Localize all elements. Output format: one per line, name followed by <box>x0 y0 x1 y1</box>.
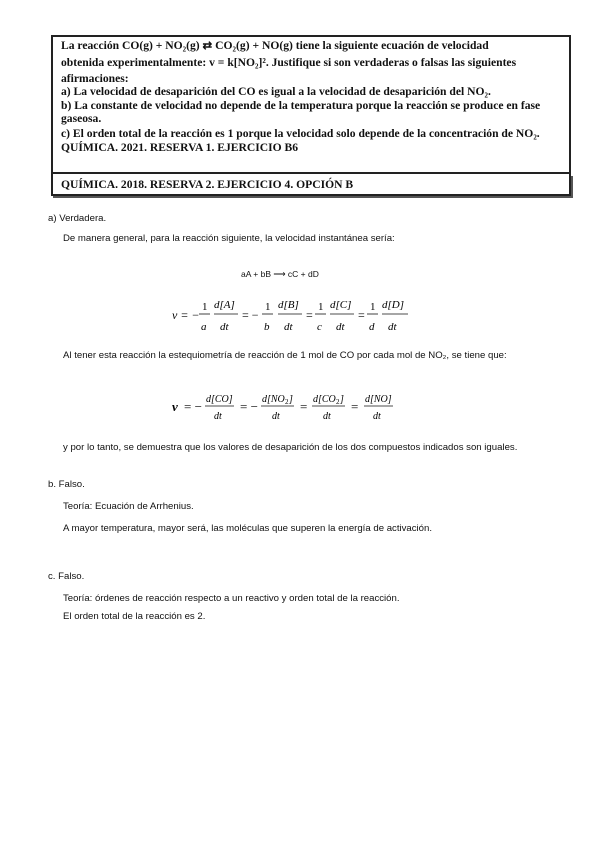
svg-text:dt: dt <box>336 321 345 333</box>
svg-text:= −: = − <box>240 399 258 414</box>
svg-text:dt: dt <box>373 411 381 422</box>
answer-a-conclusion: y por lo tanto, se demuestra que los valores de desaparición de los dos compuestos indicados son iguales. <box>63 442 518 453</box>
svg-text:dt: dt <box>323 411 331 422</box>
svg-text:2: 2 <box>336 398 340 406</box>
svg-text:=: = <box>358 308 365 322</box>
svg-text:d[C]: d[C] <box>330 299 352 311</box>
svg-text:d: d <box>369 321 375 333</box>
svg-text:v = −: v = − <box>172 308 200 322</box>
answer-b-theory: Teoría: Ecuación de Arrhenius. <box>63 501 194 512</box>
answer-a-intro: De manera general, para la reacción siguiente, la velocidad instantánea sería: <box>63 233 395 244</box>
svg-text:d[CO: d[CO <box>313 394 336 405</box>
stoichiometry-text: Al tener esta reacción la estequiometría de reacción de 1 mol de CO por cada mol de NO₂, se tiene que: <box>63 350 507 361</box>
svg-text:= −: = − <box>184 399 202 414</box>
svg-text:dt: dt <box>272 411 280 422</box>
answer-b-label: b. Falso. <box>48 479 85 490</box>
svg-text:dt: dt <box>220 321 229 333</box>
svg-text:d[NO: d[NO <box>262 394 285 405</box>
statement-line-4: a) La velocidad de desaparición del CO es igual a la velocidad de desaparición del NO₂. <box>61 84 491 98</box>
svg-text:]: ] <box>289 394 293 405</box>
svg-text:]: ] <box>340 394 344 405</box>
svg-text:b: b <box>264 321 270 333</box>
svg-text:v: v <box>172 399 178 414</box>
svg-text:=: = <box>300 399 308 414</box>
exam-source-2018: QUÍMICA. 2018. RESERVA 2. EJERCICIO 4. OPCIÓN B <box>51 174 571 196</box>
answer-c-label: c. Falso. <box>48 571 85 582</box>
svg-text:d[A]: d[A] <box>214 299 235 311</box>
general-reaction: aA + bB ⟶ cC + dD <box>241 269 319 279</box>
rate-equation-general <box>172 297 422 339</box>
rate-equation-specific <box>172 392 432 426</box>
svg-text:d[CO]: d[CO] <box>206 394 233 405</box>
svg-text:=: = <box>351 399 359 414</box>
answer-b-text: A mayor temperatura, mayor será, las moléculas que superen la energía de activación. <box>63 523 433 534</box>
svg-text:= −: = − <box>242 308 259 322</box>
exam-source-2021: QUÍMICA. 2021. RESERVA 1. EJERCICIO B6 <box>61 141 299 155</box>
svg-text:1: 1 <box>265 301 271 313</box>
svg-text:dt: dt <box>214 411 222 422</box>
svg-text:d[B]: d[B] <box>278 299 299 311</box>
answer-c-theory: Teoría: órdenes de reacción respecto a un reactivo y orden total de la reacción. <box>63 593 400 604</box>
svg-text:=: = <box>306 308 313 322</box>
svg-text:c: c <box>317 321 322 333</box>
svg-text:d[D]: d[D] <box>382 299 405 311</box>
statement-line-2: obtenida experimentalmente: v = k[NO₂]². Justifique si son verdaderas o falsas las siguientes <box>61 55 517 69</box>
svg-text:2: 2 <box>285 398 289 406</box>
statement-line-6: c) El orden total de la reacción es 1 porque la velocidad solo depende de la concentración de NO₂. <box>61 126 540 140</box>
statement-line-3: afirmaciones: <box>61 72 129 86</box>
svg-text:1: 1 <box>318 301 324 313</box>
svg-text:dt: dt <box>388 321 397 333</box>
svg-text:1: 1 <box>370 301 376 313</box>
svg-text:1: 1 <box>202 301 208 313</box>
statement-line-5: b) La constante de velocidad no depende de la temperatura porque la reacción se produce en fase gaseosa. <box>61 99 541 125</box>
svg-text:dt: dt <box>284 321 293 333</box>
problem-statement-box <box>51 35 571 174</box>
statement-line-1: La reacción CO(g) + NO₂(g) ⇄ CO₂(g) + NO(g) tiene la siguiente ecuación de velocidad <box>61 39 489 52</box>
svg-text:a: a <box>201 321 207 333</box>
svg-text:d[NO]: d[NO] <box>365 394 392 405</box>
answer-a-label: a) Verdadera. <box>48 213 107 224</box>
answer-c-text: El orden total de la reacción es 2. <box>63 611 206 622</box>
